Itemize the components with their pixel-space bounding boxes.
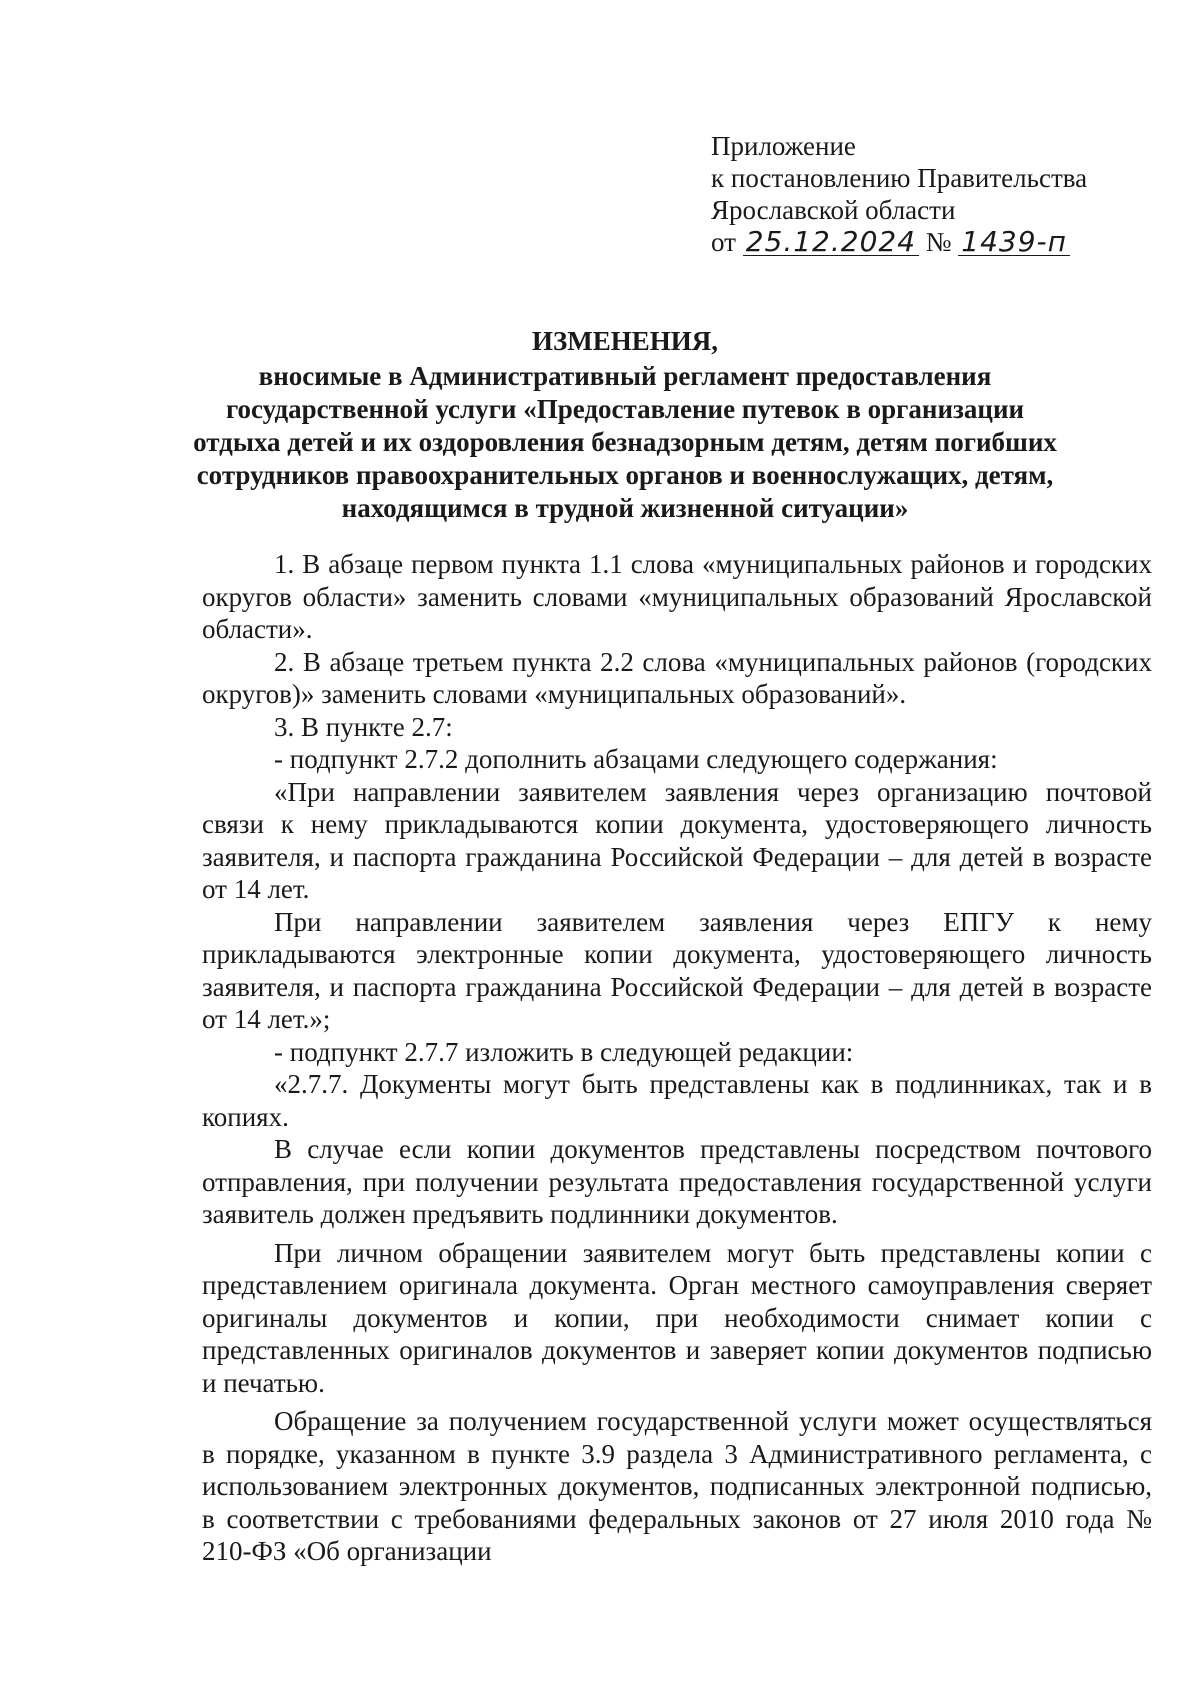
paragraph-10: При личном обращении заявителем могут быть представлены копии с представлением оригинала документа. Орган местного самоуправления сверяет оригиналы документов и копии, при необходимости снимает копии с представленных оригиналов документов и заверяет копии документов подписью и печатью. bbox=[202, 1237, 1152, 1398]
paragraph-3: 3. В пункте 2.7: bbox=[274, 711, 453, 742]
handwritten-date: 25.12.2024 bbox=[743, 229, 919, 256]
paragraph-4: - подпункт 2.7.2 дополнить абзацами следующего содержания: bbox=[274, 744, 998, 774]
appendix-date-number-line bbox=[711, 226, 1181, 258]
handwritten-number: 1439-п bbox=[958, 229, 1070, 256]
paragraph-5: «При направлении заявителем заявления через организацию почтовой связи к нему прикладываются копии документа, удостоверяющего личность заявителя, и паспорта гражданина Российской Федерации – для детей в возрасте от 14 лет. bbox=[202, 776, 1152, 904]
document-body bbox=[202, 548, 1152, 1568]
title-subtitle: вносимые в Административный регламент предоставления государственной услуги «Предоставление путевок в организации отдыха детей и их оздоровления безнадзорным детям, детям погибших сотрудников правоохранительных органов и военнослужащих, детям, находящимся в трудной жизненной ситуации» bbox=[193, 361, 1057, 523]
paragraph-1: 1. В абзаце первом пункта 1.1 слова «муниципальных районов и городских округов области» заменить словами «муниципальных образований Ярославской области». bbox=[202, 549, 1152, 644]
paragraph-8: «2.7.7. Документы могут быть представлены как в подлинниках, так и в копиях. bbox=[202, 1069, 1152, 1132]
paragraph-9: В случае если копии документов представлены посредством почтового отправления, при получении результата предоставления государственной услуги заявитель должен предъявить подлинники документов. bbox=[202, 1134, 1152, 1229]
appendix-line-2: к постановлению Правительства bbox=[711, 163, 1088, 193]
appendix-line-3: Ярославской области bbox=[711, 195, 956, 225]
paragraph-7: - подпункт 2.7.7 изложить в следующей редакции: bbox=[274, 1036, 854, 1067]
paragraph-11: Обращение за получением государственной услуги может осуществляться в порядке, указанном в пункте 3.9 раздела 3 Административного регламента, с использованием электронных документов, подписанных электронной подписью, в соответствии с требованиями федеральных законов от 27 июля 2010 года № 210-ФЗ «Об организации bbox=[202, 1406, 1152, 1566]
appendix-header bbox=[711, 130, 1181, 258]
date-prefix: от bbox=[711, 227, 736, 257]
paragraph-2: 2. В абзаце третьем пункта 2.2 слова «муниципальных районов (городских округов)» заменить словами «муниципальных образований». bbox=[202, 646, 1152, 709]
document-title bbox=[180, 325, 1070, 525]
appendix-line-1: Приложение bbox=[711, 131, 856, 161]
title-main: ИЗМЕНЕНИЯ, bbox=[531, 326, 718, 356]
paragraph-6: При направлении заявителем заявления через ЕПГУ к нему прикладываются электронные копии документа, удостоверяющего личность заявителя, и паспорта гражданина Российской Федерации – для детей в возрасте от 14 лет.»; bbox=[202, 906, 1152, 1034]
number-prefix: № bbox=[925, 227, 952, 257]
